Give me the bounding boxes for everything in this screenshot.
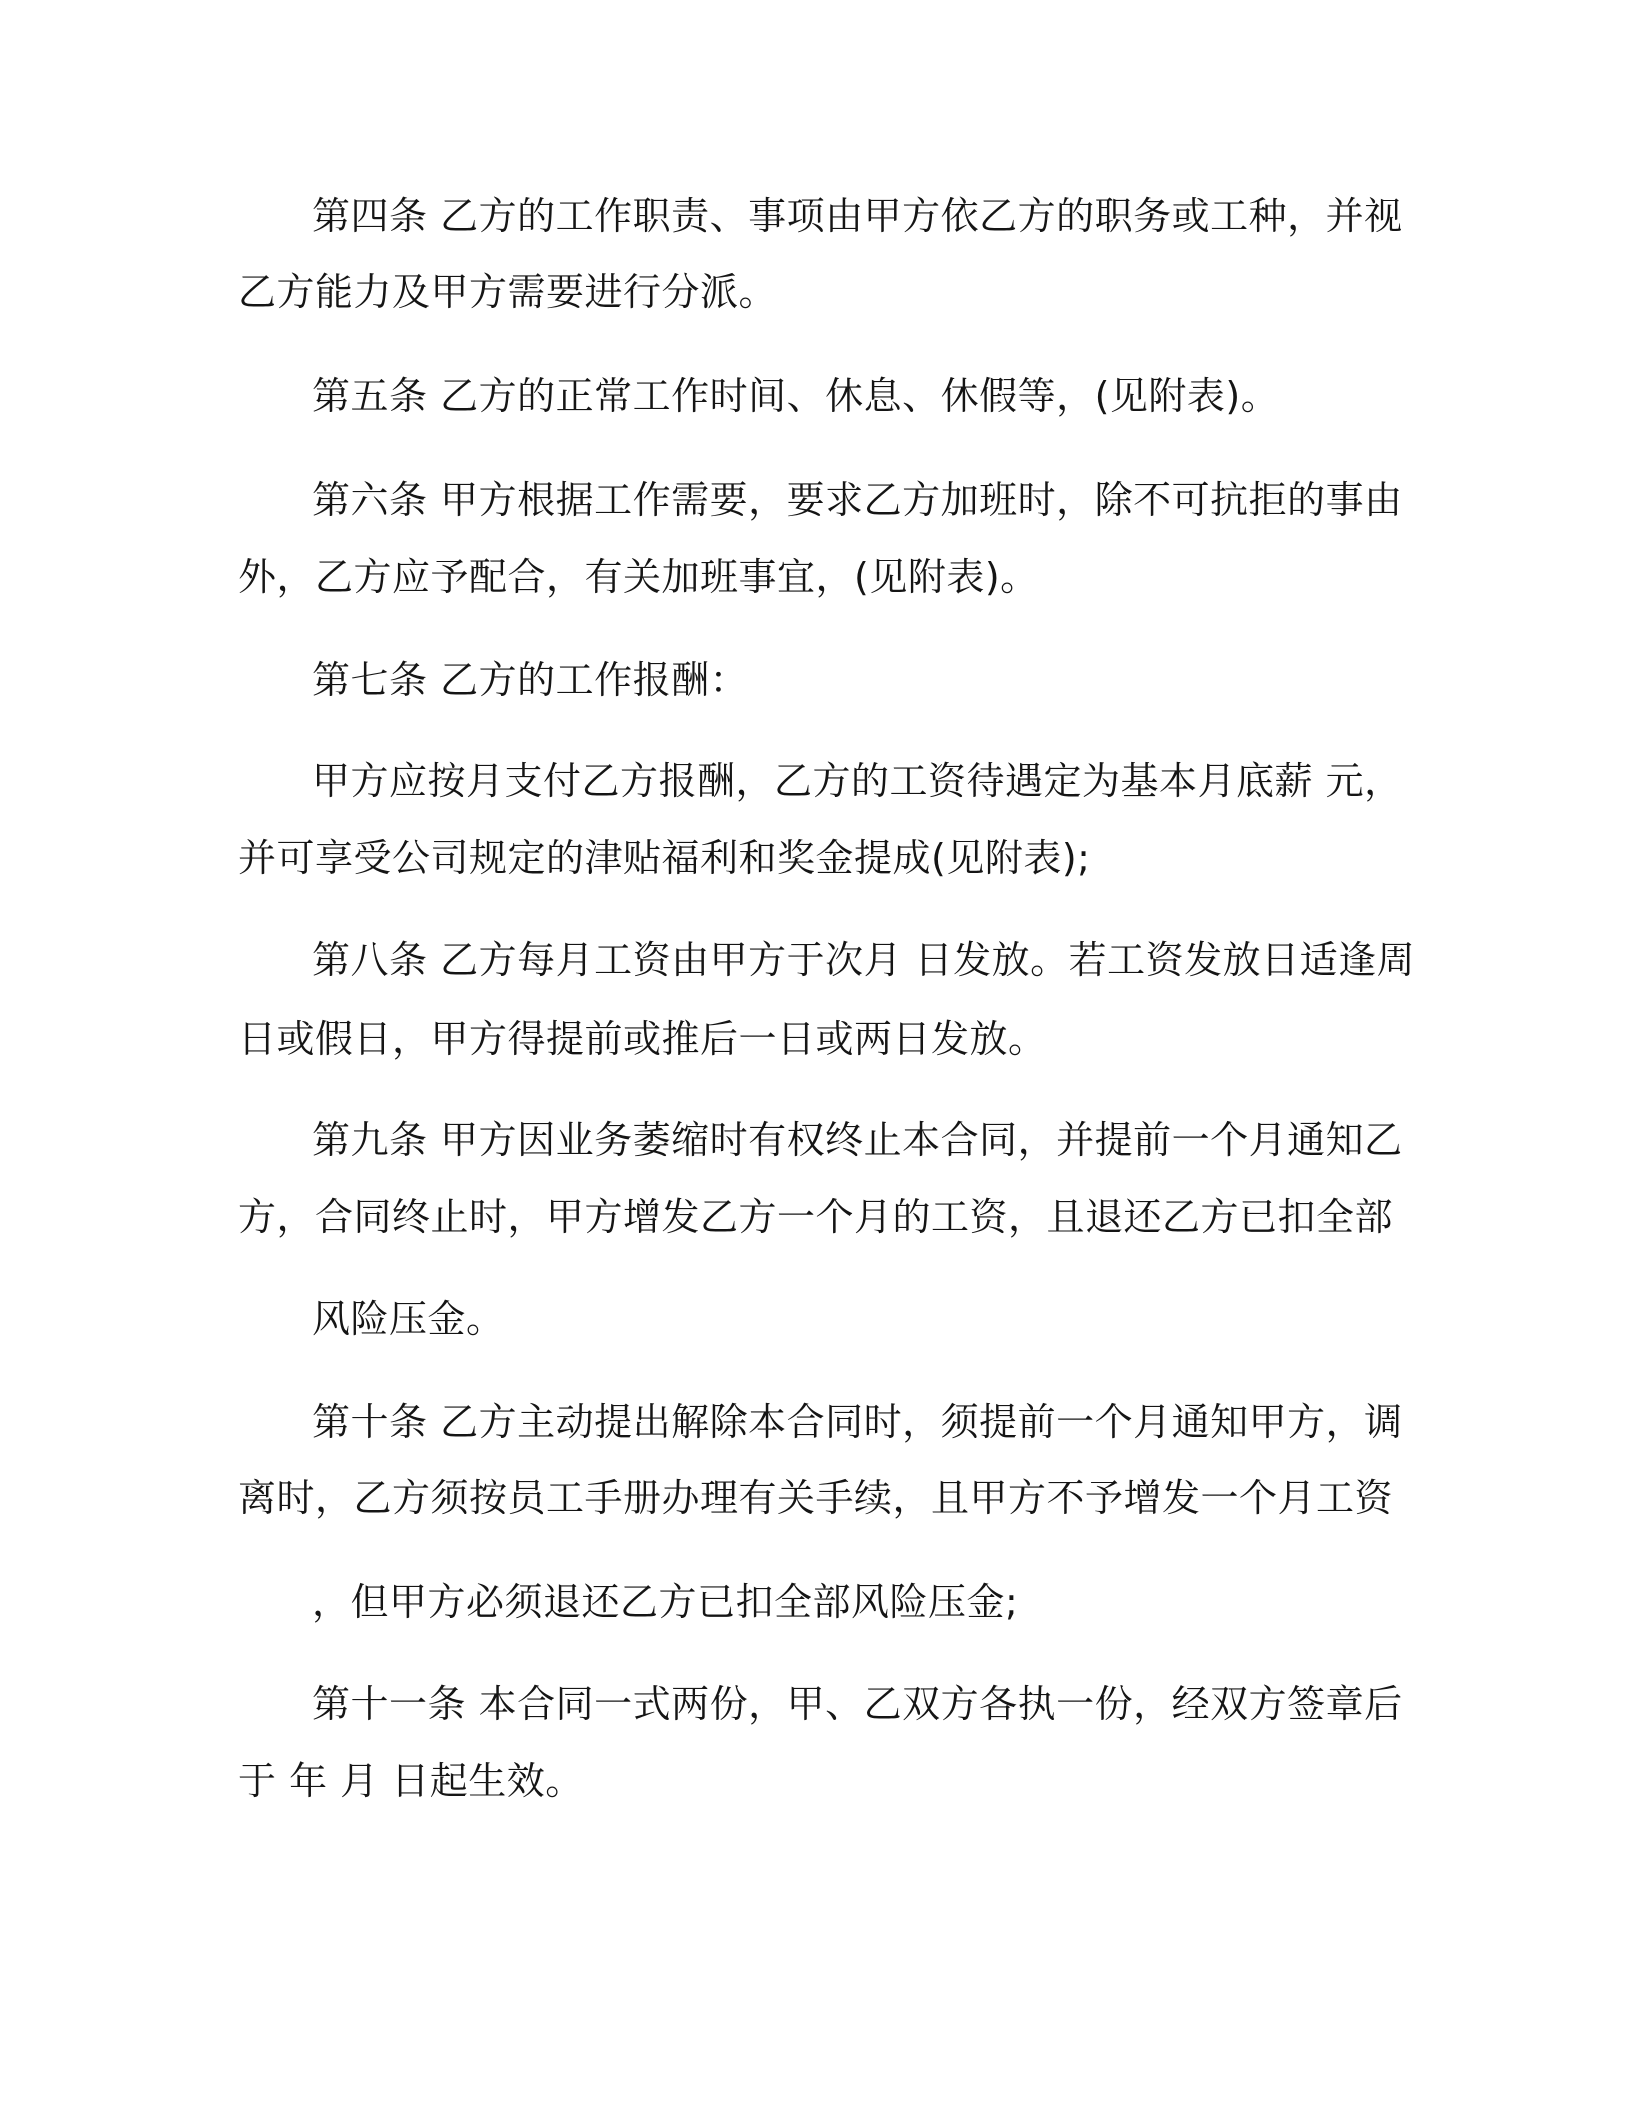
article-7-line-1: 甲方应按月支付乙方报酬，乙方的工资待遇定为基本月底薪 元， — [312, 759, 1403, 803]
article-11-line-2: 于 年 月 日起生效。 — [238, 1759, 584, 1803]
article-10-line-1: 第十条 乙方主动提出解除本合同时，须提前一个月通知甲方，调 — [312, 1400, 1403, 1444]
article-11-line-1: 第十一条 本合同一式两份，甲、乙双方各执一份，经双方签章后 — [312, 1682, 1403, 1726]
article-8-line-2: 日或假日，甲方得提前或推后一日或两日发放。 — [238, 1017, 1047, 1061]
article-9-line-1: 第九条 甲方因业务萎缩时有权终止本合同，并提前一个月通知乙 — [312, 1118, 1403, 1162]
article-9-line-3: 风险压金。 — [312, 1297, 505, 1341]
article-6-line-2: 外，乙方应予配合，有关加班事宜，(见附表)。 — [238, 555, 1039, 599]
article-4-line-1: 第四条 乙方的工作职责、事项由甲方依乙方的职务或工种，并视 — [312, 194, 1403, 238]
article-7-line-2: 并可享受公司规定的津贴福利和奖金提成(见附表); — [238, 836, 1091, 880]
article-8-line-1: 第八条 乙方每月工资由甲方于次月 日发放。若工资发放日适逢周 — [312, 938, 1416, 982]
article-9-line-2: 方，合同终止时，甲方增发乙方一个月的工资，且退还乙方已扣全部 — [238, 1195, 1394, 1239]
article-5-line-1: 第五条 乙方的正常工作时间、休息、休假等，(见附表)。 — [312, 374, 1280, 418]
article-10-line-2: 离时，乙方须按员工手册办理有关手续，且甲方不予增发一个月工资 — [238, 1476, 1394, 1520]
article-6-line-1: 第六条 甲方根据工作需要，要求乙方加班时，除不可抗拒的事由 — [312, 478, 1403, 522]
article-4-line-2: 乙方能力及甲方需要进行分派。 — [238, 270, 778, 314]
article-10-line-3: ，但甲方必须退还乙方已扣全部风险压金; — [312, 1580, 1019, 1624]
article-7-heading: 第七条 乙方的工作报酬： — [312, 658, 749, 702]
